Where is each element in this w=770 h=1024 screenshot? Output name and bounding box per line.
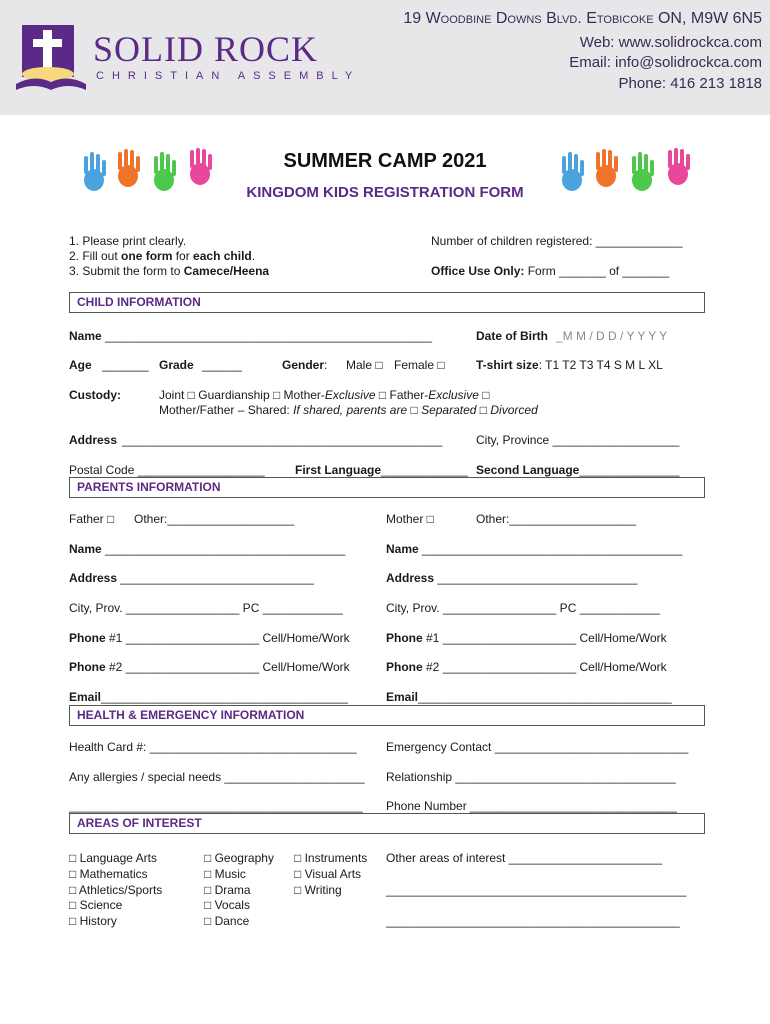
interest-instruments-checkbox[interactable]: □ Instruments bbox=[294, 851, 368, 865]
instruction-3: 3. Submit the form to Camece/Heena bbox=[69, 264, 270, 278]
instruction-1: 1. Please print clearly. bbox=[69, 234, 187, 248]
custody-label: Custody: bbox=[69, 388, 121, 402]
section-parents-information: PARENTS INFORMATION bbox=[69, 477, 705, 498]
child-name-field[interactable]: _________________________________________________ bbox=[105, 329, 433, 343]
interests-column-2 bbox=[204, 851, 274, 930]
form-subtitle: KINGDOM KIDS REGISTRATION FORM bbox=[246, 184, 524, 201]
parent2-city-field[interactable]: City, Prov. _________________ PC ____________ bbox=[386, 601, 660, 615]
mother-checkbox[interactable]: Mother □ bbox=[386, 512, 434, 526]
other-interests-field[interactable]: Other areas of interest _______________________ bbox=[386, 851, 663, 865]
logo-subtitle: CHRISTIAN ASSEMBLY bbox=[96, 70, 361, 82]
interest-athletics-checkbox[interactable]: □ Athletics/Sports bbox=[69, 882, 163, 897]
child-address-field[interactable]: ________________________________________________ bbox=[122, 433, 443, 447]
custody-options-row1[interactable]: Joint □ Guardianship □ Mother-Exclusive □ Father-Exclusive □ bbox=[159, 388, 490, 402]
parent2-name-field[interactable]: Name _______________________________________ bbox=[386, 542, 683, 556]
interests-column-3 bbox=[294, 851, 367, 898]
parent1-other-field[interactable]: Other:___________________ bbox=[134, 512, 295, 526]
section-health-emergency: HEALTH & EMERGENCY INFORMATION bbox=[69, 705, 705, 726]
church-phone: Phone: 416 213 1818 bbox=[618, 75, 762, 92]
cross-bible-logo-icon bbox=[14, 22, 89, 94]
parent1-phone1-field[interactable]: Phone #1 ____________________ Cell/Home/Work bbox=[69, 631, 350, 645]
custody-options-row2[interactable]: Mother/Father – Shared: If shared, parents are □ Separated □ Divorced bbox=[159, 403, 538, 417]
dob-field[interactable]: _M M / D D / Y Y Y Y bbox=[556, 329, 668, 343]
parent2-email-field[interactable]: Email______________________________________ bbox=[386, 690, 672, 704]
parent2-phone2-field[interactable]: Phone #2 ____________________ Cell/Home/Work bbox=[386, 660, 667, 674]
parent1-phone2-field[interactable]: Phone #2 ____________________ Cell/Home/Work bbox=[69, 660, 350, 674]
interest-geography-checkbox[interactable]: □ Geography bbox=[204, 851, 274, 865]
age-field[interactable]: _______ bbox=[102, 358, 149, 372]
logo-name: SOLID ROCK bbox=[93, 29, 319, 69]
parent1-email-field[interactable]: Email_____________________________________ bbox=[69, 690, 348, 704]
section-child-information: CHILD INFORMATION bbox=[69, 292, 705, 313]
second-language-field[interactable]: Second Language_______________ bbox=[476, 463, 680, 477]
first-language-field[interactable]: First Language_____________ bbox=[295, 463, 468, 477]
parent2-phone1-field[interactable]: Phone #1 ____________________ Cell/Home/Work bbox=[386, 631, 667, 645]
parent2-address-field[interactable]: Address ______________________________ bbox=[386, 571, 638, 585]
office-use-field[interactable]: Office Use Only: Form _______ of _______ bbox=[431, 264, 670, 278]
grade-label: Grade bbox=[159, 358, 194, 372]
interest-mathematics-checkbox[interactable]: □ Mathematics bbox=[69, 866, 148, 881]
child-name-label: Name bbox=[69, 329, 102, 343]
parent1-address-field[interactable]: Address _____________________________ bbox=[69, 571, 314, 585]
interest-music-checkbox[interactable]: □ Music bbox=[204, 866, 246, 881]
interest-language-arts-checkbox[interactable]: □ Language Arts bbox=[69, 851, 157, 865]
male-checkbox[interactable]: Male □ bbox=[346, 358, 383, 372]
letterhead bbox=[0, 0, 770, 115]
parent1-name-field[interactable]: Name ____________________________________ bbox=[69, 542, 346, 556]
child-address-label: Address bbox=[69, 433, 118, 447]
tshirt-size-field[interactable]: T-shirt size: T1 T2 T3 T4 S M L XL bbox=[476, 358, 663, 372]
church-address: 19 Woodbine Downs Blvd. Etobicoke ON, M9W 6N5 bbox=[403, 10, 762, 27]
other-interests-line-3[interactable]: ____________________________________________ bbox=[386, 914, 680, 928]
female-checkbox[interactable]: Female □ bbox=[394, 358, 445, 372]
allergies-continued-field[interactable]: ____________________________________________ bbox=[69, 799, 363, 813]
emergency-contact-field[interactable]: Emergency Contact _____________________________ bbox=[386, 740, 689, 754]
other-interests-line-2[interactable]: _____________________________________________ bbox=[386, 883, 687, 897]
interest-drama-checkbox[interactable]: □ Drama bbox=[204, 882, 251, 897]
form-title: SUMMER CAMP 2021 bbox=[283, 150, 487, 172]
section-areas-of-interest: AREAS OF INTEREST bbox=[69, 813, 705, 834]
church-website: Web: www.solidrockca.com bbox=[579, 34, 762, 51]
parent1-city-field[interactable]: City, Prov. _________________ PC ____________ bbox=[69, 601, 343, 615]
gender-label: Gender: bbox=[282, 358, 328, 372]
dob-label: Date of Birth bbox=[476, 329, 548, 343]
interest-visual-arts-checkbox[interactable]: □ Visual Arts bbox=[294, 866, 362, 881]
grade-field[interactable]: ______ bbox=[202, 358, 243, 372]
health-card-field[interactable]: Health Card #: _______________________________ bbox=[69, 740, 357, 754]
church-email: Email: info@solidrockca.com bbox=[569, 54, 762, 71]
interest-science-checkbox[interactable]: □ Science bbox=[69, 898, 123, 913]
interests-column-1 bbox=[69, 851, 162, 930]
instruction-2: 2. Fill out one form for each child. bbox=[69, 249, 256, 263]
postal-code-field[interactable]: Postal Code ___________________ bbox=[69, 463, 265, 477]
interest-dance-checkbox[interactable]: □ Dance bbox=[204, 914, 250, 929]
relationship-field[interactable]: Relationship _________________________________ bbox=[386, 770, 676, 784]
parent2-other-field[interactable]: Other:___________________ bbox=[476, 512, 637, 526]
emergency-phone-field[interactable]: Phone Number _______________________________ bbox=[386, 799, 677, 813]
interest-history-checkbox[interactable]: □ History bbox=[69, 914, 117, 929]
interest-writing-checkbox[interactable]: □ Writing bbox=[294, 882, 342, 897]
interest-vocals-checkbox[interactable]: □ Vocals bbox=[204, 898, 250, 913]
age-label: Age bbox=[69, 358, 92, 372]
children-registered-field[interactable]: Number of children registered: _____________ bbox=[431, 234, 683, 248]
child-city-province-field[interactable]: City, Province ___________________ bbox=[476, 433, 680, 447]
allergies-field[interactable]: Any allergies / special needs _____________________ bbox=[69, 770, 365, 784]
father-checkbox[interactable]: Father □ bbox=[69, 512, 115, 526]
